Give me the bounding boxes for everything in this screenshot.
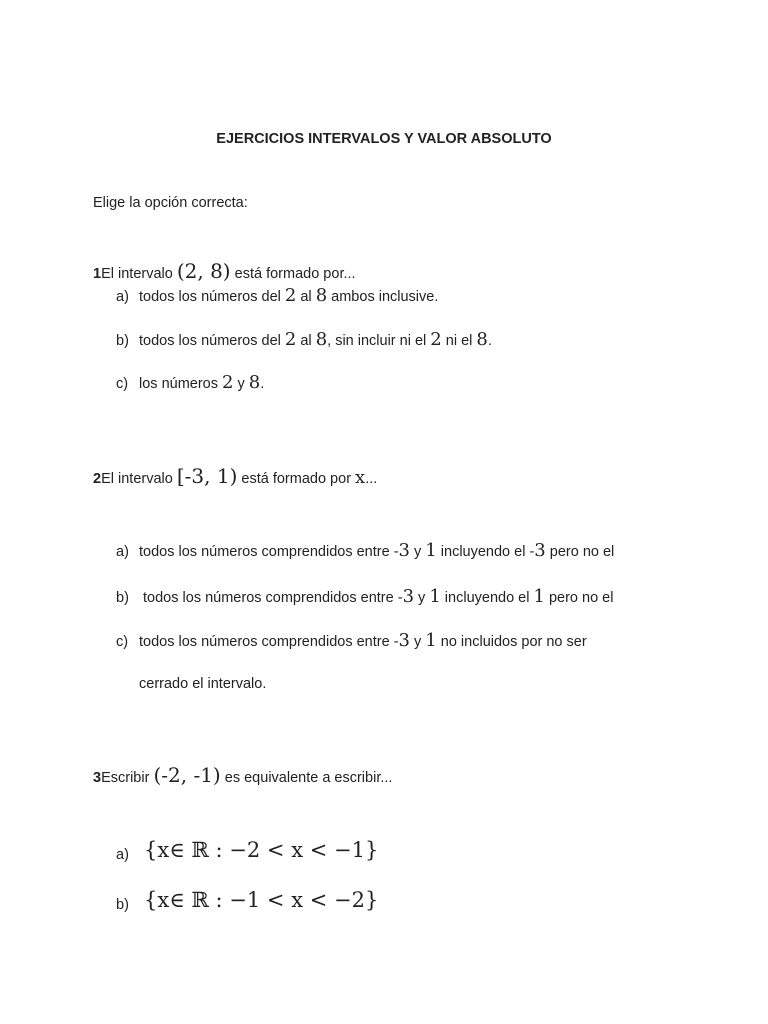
q3-option-b bbox=[116, 888, 378, 913]
option-text: y bbox=[233, 376, 249, 392]
math-number: 1 bbox=[429, 586, 441, 607]
instruction-text: Elige la opción correcta: bbox=[93, 195, 248, 211]
math-interval: [-3, 1) bbox=[176, 464, 238, 488]
question-number: 1 bbox=[93, 266, 102, 282]
question-number: 2 bbox=[93, 471, 102, 487]
option-text: al bbox=[296, 333, 316, 349]
option-text: ni el bbox=[441, 333, 477, 349]
option-text: incluyendo el - bbox=[436, 544, 535, 560]
question-text: está formado por bbox=[237, 471, 356, 487]
q1-option-b bbox=[116, 329, 492, 350]
option-label: a) bbox=[116, 847, 129, 863]
option-text: . bbox=[487, 333, 492, 349]
math-number: 8 bbox=[476, 329, 488, 350]
q2-option-c-continuation: cerrado el intervalo. bbox=[139, 676, 267, 692]
option-label: b) bbox=[116, 590, 129, 606]
question-2 bbox=[93, 464, 377, 488]
option-label: c) bbox=[116, 634, 129, 650]
q2-option-c bbox=[116, 630, 587, 651]
option-label: a) bbox=[116, 544, 129, 560]
question-text: Escribir bbox=[101, 770, 154, 786]
math-number: 1 bbox=[533, 586, 545, 607]
math-number: 3 bbox=[398, 630, 410, 651]
option-text: no incluidos por no ser bbox=[436, 634, 587, 650]
math-interval: (-2, -1) bbox=[153, 763, 221, 787]
option-text: y bbox=[409, 544, 426, 560]
math-number: 1 bbox=[425, 630, 437, 651]
option-label: c) bbox=[116, 376, 129, 392]
question-3 bbox=[93, 763, 392, 787]
question-text: El intervalo bbox=[101, 266, 177, 282]
q2-option-b bbox=[116, 586, 613, 607]
question-text: ... bbox=[365, 471, 378, 487]
q2-option-a bbox=[116, 540, 614, 561]
option-label: b) bbox=[116, 897, 129, 913]
math-number: 8 bbox=[315, 329, 328, 350]
option-text: todos los números comprendidos entre - bbox=[139, 590, 403, 606]
question-text: El intervalo bbox=[101, 471, 177, 487]
math-number: 1 bbox=[425, 540, 437, 561]
option-text: y bbox=[409, 634, 426, 650]
math-number: 2 bbox=[222, 372, 234, 393]
option-text: todos los números del bbox=[139, 289, 285, 305]
math-number: 3 bbox=[402, 586, 415, 607]
option-text: . bbox=[260, 376, 265, 392]
math-number: 3 bbox=[398, 540, 410, 561]
option-text: y bbox=[414, 590, 430, 606]
option-text: todos los números del bbox=[139, 333, 285, 349]
math-number: 2 bbox=[284, 285, 297, 306]
question-text: es equivalente a escribir... bbox=[220, 770, 393, 786]
option-text: al bbox=[296, 289, 316, 305]
math-set-expression: {x∈ ℝ : −1 < x < −2} bbox=[144, 888, 379, 912]
document-title: EJERCICIOS INTERVALOS Y VALOR ABSOLUTO bbox=[216, 131, 552, 147]
question-text: está formado por... bbox=[230, 266, 356, 282]
q1-option-a bbox=[116, 285, 438, 306]
option-label: a) bbox=[116, 289, 129, 305]
option-text: incluyendo el bbox=[440, 590, 534, 606]
question-1 bbox=[93, 259, 356, 283]
option-label: b) bbox=[116, 333, 129, 349]
option-text: todos los números comprendidos entre - bbox=[139, 634, 399, 650]
option-text: pero no el bbox=[544, 590, 614, 606]
math-number: 2 bbox=[284, 329, 297, 350]
option-text: , sin incluir ni el bbox=[327, 333, 431, 349]
math-number: 8 bbox=[315, 285, 328, 306]
q1-option-c bbox=[116, 372, 264, 393]
math-variable: x bbox=[355, 467, 366, 488]
option-text: todos los números comprendidos entre - bbox=[139, 544, 399, 560]
math-number: 8 bbox=[248, 372, 261, 393]
math-set-expression: {x∈ ℝ : −2 < x < −1} bbox=[144, 838, 379, 862]
math-number: 2 bbox=[430, 329, 442, 350]
question-number: 3 bbox=[93, 770, 102, 786]
option-text: los números bbox=[139, 376, 223, 392]
math-number: 3 bbox=[534, 540, 546, 561]
option-text: pero no el bbox=[545, 544, 615, 560]
option-text: ambos inclusive. bbox=[327, 289, 439, 305]
math-interval: (2, 8) bbox=[176, 259, 231, 283]
q3-option-a bbox=[116, 838, 378, 863]
